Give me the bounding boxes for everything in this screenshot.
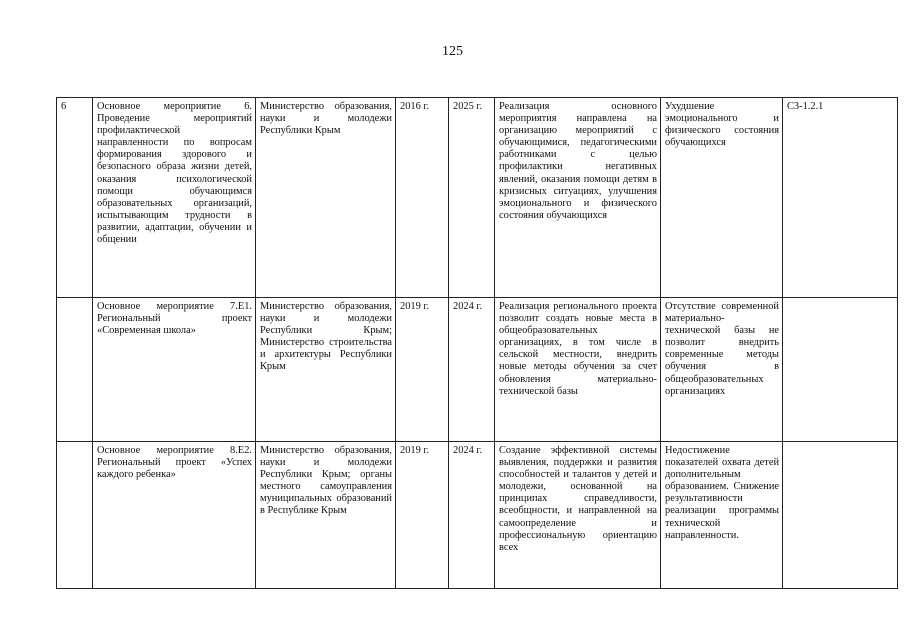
activity-cell: Основное мероприятие 7.Е1. Региональный проект «Современная школа» (93, 298, 256, 442)
table-row (57, 98, 898, 298)
end-year-cell: 2025 г. (449, 98, 495, 298)
page-number: 125 (442, 44, 463, 59)
executor-cell: Министерство образования, науки и молодежи Республики Крым; органы местного самоуправления муниципальных образований в Республике Крым (256, 442, 396, 589)
expected-result-cell: Реализация основного мероприятия направлена на организацию мероприятий с обучающимися, педагогическими работниками с целью профилактики негативных явлений, оказания помощи детям в кризисных ситуациях, улучшения эмоционального и физического состояния обучающихся (495, 98, 661, 298)
row-number-cell: 6 (57, 98, 93, 298)
consequence-cell: Отсутствие современной материально-технической базы не позволит внедрить современные методы обучения в общеобразовательных организациях (661, 298, 783, 442)
start-year-cell: 2019 г. (396, 298, 449, 442)
activities-table (56, 97, 898, 589)
activity-cell: Основное мероприятие 8.Е2. Региональный проект «Успех каждого ребенка» (93, 442, 256, 589)
row-number-cell (57, 298, 93, 442)
end-year-cell: 2024 г. (449, 298, 495, 442)
end-year-cell: 2024 г. (449, 442, 495, 589)
activity-cell: Основное мероприятие 6. Проведение мероприятий профилактической направленности по вопросам формирования здорового и безопасного образа жизни детей, оказания психологической помощи обучающимся образовательных организаций, испытывающим трудности в развитии, адаптации, обучении и общении (93, 98, 256, 298)
indicator-code-cell (783, 298, 898, 442)
indicator-code-cell: С3-1.2.1 (783, 98, 898, 298)
start-year-cell: 2016 г. (396, 98, 449, 298)
expected-result-cell: Реализация регионального проекта позволит создать новые места в общеобразовательных организациях, в том числе в сельской местности, внедрить новые методы обучения за счет обновления материально-технической базы (495, 298, 661, 442)
consequence-cell: Недостижение показателей охвата детей дополнительным образованием. Снижение результативности реализации программы технической направленности. (661, 442, 783, 589)
executor-cell: Министерство образования, науки и молодежи Республики Крым; Министерство строительства и архитектуры Республики Крым (256, 298, 396, 442)
table-row (57, 298, 898, 442)
executor-cell: Министерство образования, науки и молодежи Республики Крым (256, 98, 396, 298)
consequence-cell: Ухудшение эмоционального и физического состояния обучающихся (661, 98, 783, 298)
row-number-cell (57, 442, 93, 589)
start-year-cell: 2019 г. (396, 442, 449, 589)
expected-result-cell: Создание эффективной системы выявления, поддержки и развития способностей и талантов у детей и молодежи, основанной на принципах справедливости, всеобщности, и направленной на самоопределение и профессиональную ориентацию всех (495, 442, 661, 589)
indicator-code-cell (783, 442, 898, 589)
table-row (57, 442, 898, 589)
